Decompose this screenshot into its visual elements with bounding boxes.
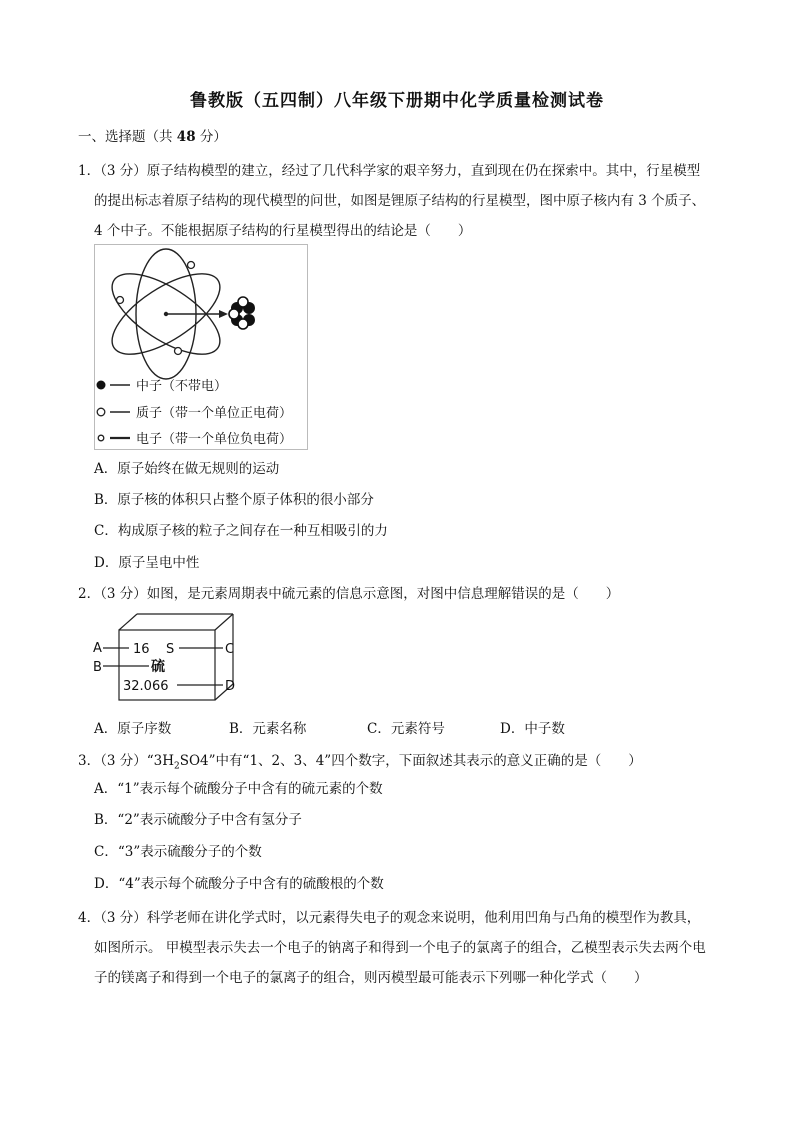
q3-formula-start: “3H	[146, 753, 174, 769]
q2-option-b: B．元素名称	[229, 721, 307, 737]
legend-proton-icon	[97, 408, 105, 416]
electron-3	[175, 348, 182, 355]
q3-option-b: B．“2”表示硫酸分子中含有氢分子	[94, 812, 302, 828]
legend-neutron-label: 中子（不带电）	[136, 379, 228, 394]
q2-text: 如图，是元素周期表中硫元素的信息示意图，对图中信息理解错误的是（ ）	[146, 586, 620, 602]
q1-number: 1．	[78, 163, 101, 179]
proton-3	[238, 319, 248, 329]
page-title: 鲁教版（五四制）八年级下册期中化学质量检测试卷	[190, 91, 604, 111]
q4-text-1: 科学老师在讲化学式时，以元素得失电子的观念来说明，他利用凹角与凸角的模型作为教具，	[146, 910, 701, 926]
element-symbol: S	[166, 642, 175, 657]
q1-option-b: B．原子核的体积只占整个原子体积的很小部分	[94, 492, 374, 508]
legend-electron-label: 电子（带一个单位负电荷）	[136, 432, 293, 447]
q3-number: 3．	[78, 753, 101, 769]
q3-formula-subscript: 2	[174, 761, 180, 772]
q1-option-d: D．原子呈电中性	[94, 555, 200, 571]
q2-option-a: A．原子序数	[94, 721, 172, 737]
section-heading	[78, 125, 227, 145]
section-label-after: 分）	[195, 129, 227, 145]
q3-text: SO4”中有“1、2、3、4”四个数字，下面叙述其表示的意义正确的是（ ）	[179, 753, 642, 769]
sulfur-element-figure	[93, 610, 243, 704]
label-d: D	[225, 679, 236, 694]
enlarged-nucleus	[229, 297, 255, 329]
q3-stem	[78, 749, 642, 772]
q1-stem-line3: 4 个中子。不能根据原子结构的行星模型得出的结论是（ ）	[94, 223, 472, 239]
label-a: A	[93, 641, 102, 656]
q3-option-c: C．“3”表示硫酸分子的个数	[94, 844, 262, 860]
proton-2	[229, 309, 239, 319]
q3-option-a: A．“1”表示每个硫酸分子中含有的硫元素的个数	[94, 781, 383, 797]
section-score: 48	[176, 129, 196, 145]
q2-option-c: C．元素符号	[367, 721, 445, 737]
q1-option-a: A．原子始终在做无规则的运动	[94, 461, 280, 477]
q2-option-d: D．中子数	[500, 721, 565, 737]
q2-stem	[78, 582, 619, 602]
legend-electron-icon	[98, 435, 104, 441]
electron-1	[117, 297, 124, 304]
proton-1	[238, 297, 248, 307]
legend-proton-label: 质子（带一个单位正电荷）	[136, 406, 293, 421]
q1-text-1: 原子结构模型的建立，经过了几代科学家的艰辛努力，直到现在仍在探索中。其中，行星模型	[146, 163, 701, 179]
label-b: B	[93, 660, 102, 675]
q2-score: （3 分）	[100, 586, 147, 602]
q4-number: 4．	[78, 910, 101, 926]
atomic-number: 16	[133, 642, 150, 657]
q3-option-d: D．“4”表示每个硫酸分子中含有的硫酸根的个数	[94, 876, 384, 892]
atomic-mass: 32.066	[123, 679, 169, 694]
arrow-head	[219, 310, 228, 318]
q4-stem-line2: 如图所示。 甲模型表示失去一个电子的钠离子和得到一个电子的氯离子的组合，乙模型表示失去两个电	[94, 940, 706, 956]
atom-model-figure	[94, 244, 308, 450]
q4-stem-line3: 子的镁离子和得到一个电子的氯离子的组合，则丙模型最可能表示下列哪一种化学式（ ）	[94, 970, 648, 986]
section-label-before: 一、选择题（共	[78, 129, 177, 145]
q2-number: 2．	[78, 586, 101, 602]
legend-neutron-icon	[97, 381, 106, 390]
electron-2	[188, 262, 195, 269]
element-name: 硫	[151, 659, 165, 675]
q1-option-c: C．构成原子核的粒子之间存在一种互相吸引的力	[94, 523, 388, 539]
q3-score: （3 分）	[100, 753, 147, 769]
q4-stem-line1	[78, 906, 700, 926]
q4-score: （3 分）	[100, 910, 147, 926]
q1-score: （3 分）	[100, 163, 147, 179]
label-c: C	[225, 642, 235, 657]
q1-stem-line2: 的提出标志着原子结构的现代模型的问世，如图是锂原子结构的行星模型，图中原子核内有 3 个质子、	[94, 193, 706, 209]
q1-stem-line1	[78, 159, 700, 179]
